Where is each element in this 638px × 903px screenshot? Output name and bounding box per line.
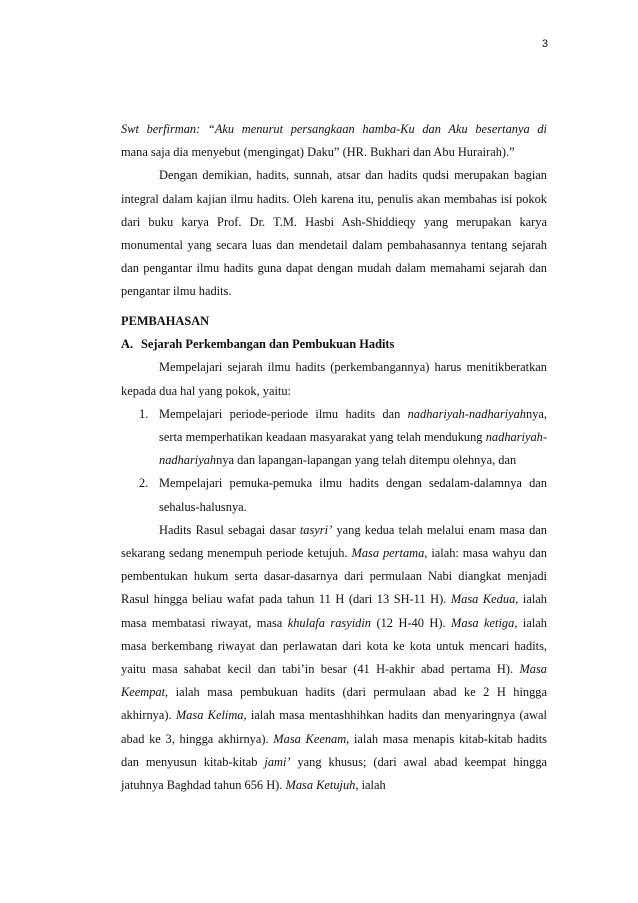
para-text: yang kedua telah melalui enam masa dan sekarang sedang menempuh periode ketujuh. xyxy=(121,522,547,561)
para-text: ialah masa pembukuan hadits (dari permulaan abad ke 2 H hingga akhirnya). xyxy=(121,685,547,723)
section-heading: PEMBAHASAN xyxy=(121,314,210,328)
intro-section xyxy=(121,118,547,304)
subsection-title xyxy=(121,333,547,356)
para-italic: khulafa rasyidin xyxy=(287,615,371,630)
list-text: nya, serta memperhatikan keadaan masyarakat yang telah mendukung xyxy=(159,406,547,445)
body-paragraph-2 xyxy=(121,519,547,797)
para-text: , ialah: masa wahyu dan pembentukan hukum serta dasar-dasarnya dari permulaan Nabi diangkat menjadi Rasul hingga beliau wafat pada tahun 11 H (dari 13 SH-11 H). xyxy=(121,546,547,607)
numbered-list xyxy=(121,403,547,519)
para-text: ialah masa berkembang riwayat dan perlawatan dari kota ke kota untuk mencari hadits, yaitu masa sahabat kecil dan tabi’in besar (41 H-akhir abad pertama H). xyxy=(121,615,547,677)
body-section xyxy=(121,310,547,797)
para-italic: Masa Keempat, xyxy=(121,662,547,700)
list-text: nya dan lapangan-lapangan yang telah ditempu olehnya, dan xyxy=(216,453,517,468)
para-text: ialah masa membatasi riwayat, masa xyxy=(121,592,547,630)
para-text: ialah masa mentashhihkan hadits dan menyaringnya (awal abad ke 3, hingga akhirnya). xyxy=(121,708,547,746)
para-italic: tasyri’ xyxy=(299,522,333,537)
para-italic: Masa pertama xyxy=(351,546,425,561)
para-italic: Masa Keenam, xyxy=(273,731,350,746)
quote-italic: Swt berfirman: “Aku menurut persangkaan hamba-Ku dan Aku besertanya di xyxy=(121,122,547,136)
para-text: yang khusus; (dari awal abad keempat hingga jatuhnya Baghdad tahun 656 H). xyxy=(121,754,548,793)
para-italic: Masa ketiga, xyxy=(451,615,518,630)
list-item xyxy=(121,403,547,473)
para-italic: jami’ xyxy=(264,754,291,769)
list-text: Mempelajari pemuka-pemuka ilmu hadits dengan sedalam-dalamnya dan sehalus-halusnya. xyxy=(159,476,547,514)
quote-line-1 xyxy=(121,118,547,141)
list-italic: nadhariyah-nadhariyah xyxy=(159,430,547,468)
page-number: 3 xyxy=(541,38,548,50)
intro-paragraph: Dengan demikian, hadits, sunnah, atsar dan hadits qudsi merupakan bagian integral dalam kajian ilmu hadits. Oleh karena itu, penulis akan membahas isi pokok dari buku karya Prof. Dr. T.M. Hasbi Ash-Shiddieqy yang merupakan karya monumental yang secara luas dan mendetail dalam pembahasannya tentang sejarah dan pengantar ilmu hadits guna dapat dengan mudah dalam memahami sejarah dan pengantar ilmu hadits. xyxy=(121,168,547,299)
para-italic: Masa Kelima, xyxy=(175,708,247,723)
para-text: ialah masa menapis kitab-kitab hadits dan menyusun kitab-kitab xyxy=(121,731,547,769)
list-number: 2. xyxy=(139,476,149,491)
para-italic: Masa Ketujuh, xyxy=(285,778,359,793)
list-item xyxy=(121,472,547,518)
list-text: Mempelajari periode-periode ilmu hadits dan xyxy=(159,406,408,421)
para-text: Hadits Rasul sebagai dasar xyxy=(159,522,300,537)
para-text: ialah xyxy=(358,778,386,793)
subsection-letter: A. xyxy=(121,337,134,352)
quote-line-2: mana saja dia menyebut (mengingat) Daku” (HR. Bukhari dan Abu Hurairah).” xyxy=(121,145,515,160)
subsection-title-text: Sejarah Perkembangan dan Pembukuan Hadits xyxy=(141,337,395,352)
list-italic: nadhariyah-nadhariyah xyxy=(407,406,526,421)
body-paragraph-1: Mempelajari sejarah ilmu hadits (perkembangannya) harus menitikberatkan kepada dua hal yang pokok, yaitu: xyxy=(121,360,547,398)
para-text: (12 H-40 H). xyxy=(371,615,452,630)
list-number: 1. xyxy=(139,406,149,421)
para-italic: Masa Kedua, xyxy=(450,592,519,607)
